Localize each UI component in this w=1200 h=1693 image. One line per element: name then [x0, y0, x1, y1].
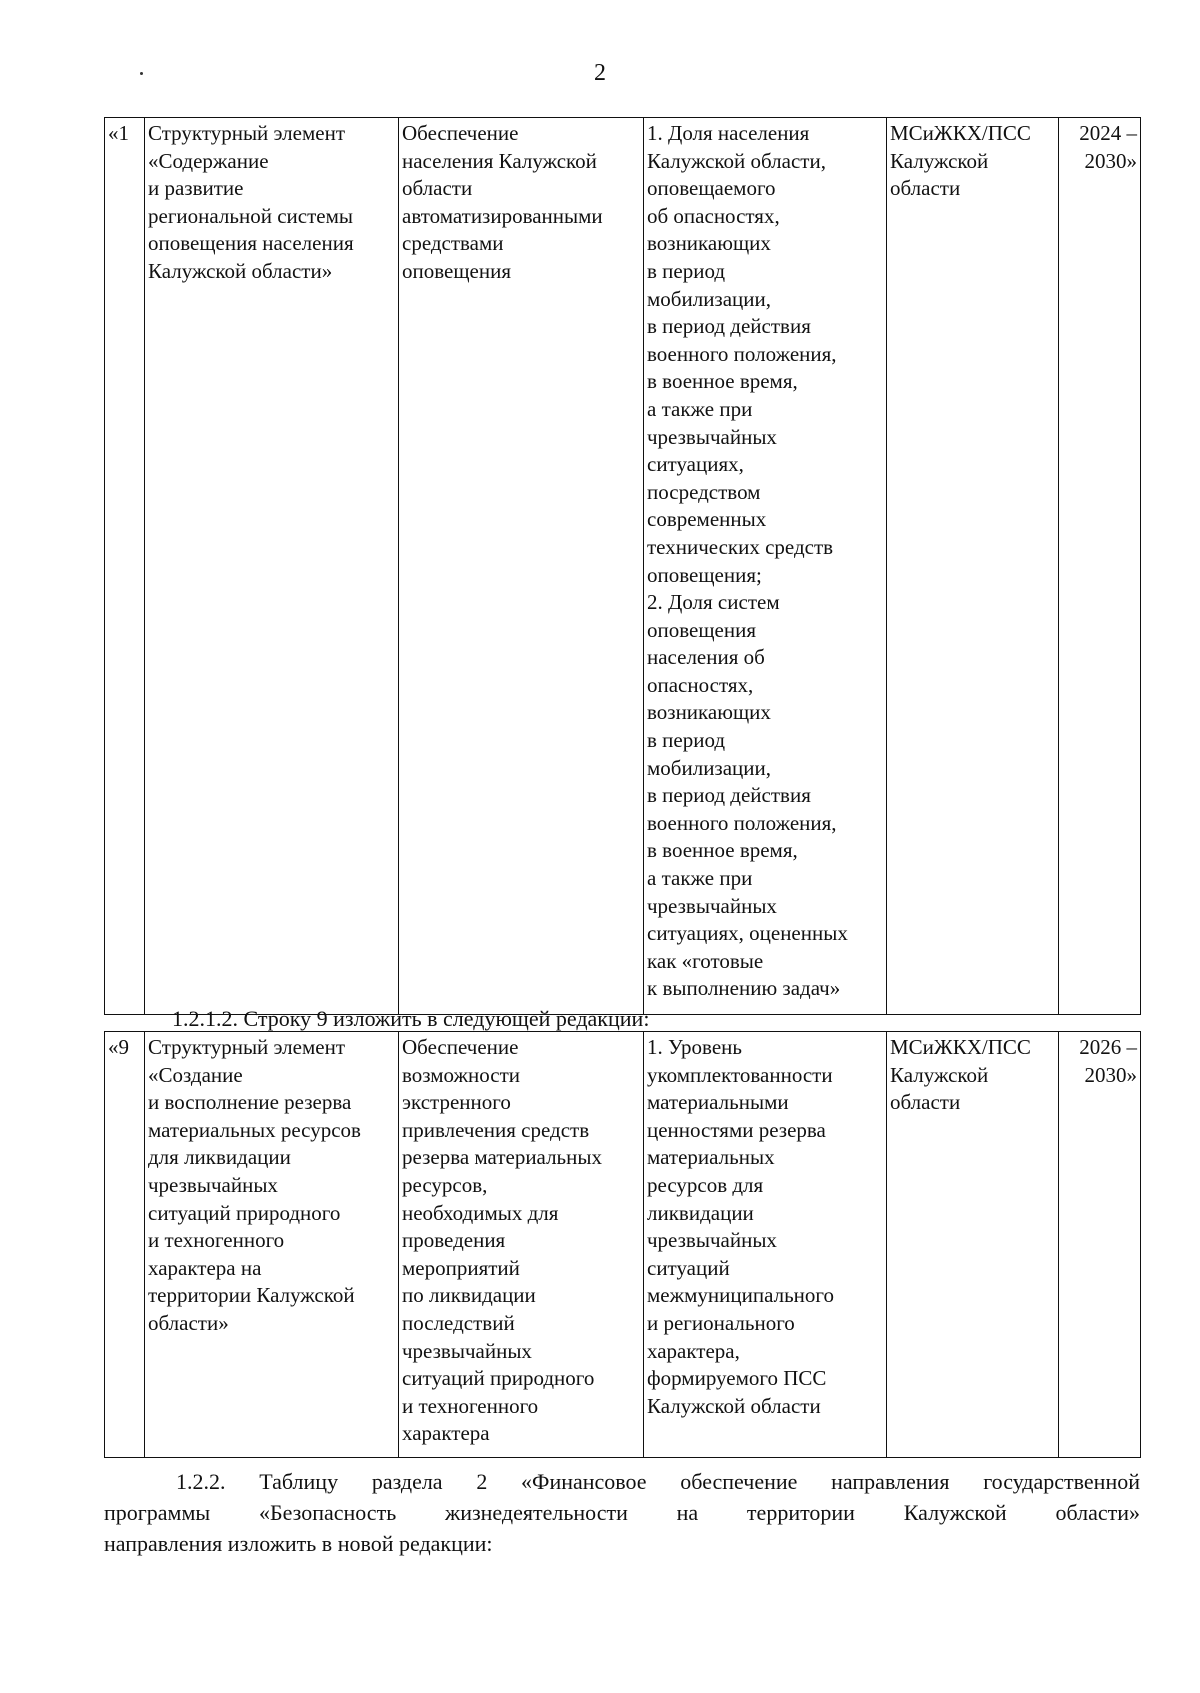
- cell-line: посредством: [647, 479, 761, 504]
- cell-responsible: [887, 1032, 1059, 1458]
- cell-line: ситуаций: [647, 1255, 730, 1280]
- cell-line: по ликвидации: [402, 1283, 536, 1308]
- cell-line: «Создание: [148, 1062, 243, 1087]
- table-row: [105, 1032, 1141, 1458]
- cell-structural-element: [145, 1032, 399, 1458]
- paragraph-1-2-2: [104, 1466, 1140, 1559]
- paragraph-line: направления изложить в новой редакции:: [104, 1531, 493, 1556]
- cell-line: мероприятий: [402, 1255, 520, 1280]
- cell-line: Структурный элемент: [148, 121, 346, 145]
- cell-line: привлечения средств: [402, 1117, 590, 1142]
- cell-line: области: [890, 176, 961, 201]
- scan-speck: [140, 72, 143, 75]
- cell-line: и восполнение резерва: [148, 1090, 352, 1115]
- cell-line: мобилизации,: [647, 755, 772, 780]
- cell-line: 2024 –: [1079, 121, 1137, 145]
- cell-line: межмуниципального: [647, 1283, 834, 1308]
- cell-line: в военное время,: [647, 369, 798, 394]
- cell-line: области»: [148, 1310, 229, 1335]
- cell-line: материальными: [647, 1090, 789, 1115]
- cell-line: чрезвычайных: [647, 424, 777, 449]
- instruction-row-9: 1.2.1.2. Строку 9 изложить в следующей редакции:: [172, 1006, 650, 1031]
- cell-structural-element: [145, 118, 399, 1015]
- cell-line: характера: [402, 1421, 490, 1446]
- cell-line: территории Калужской: [148, 1283, 355, 1308]
- cell-line: оповещения;: [647, 562, 762, 587]
- cell-line: Обеспечение: [402, 1035, 519, 1059]
- cell-line: материальных: [647, 1145, 775, 1170]
- cell-line: чрезвычайных: [647, 1228, 777, 1253]
- cell-line: 2026 –: [1079, 1035, 1137, 1059]
- cell-line: оповещаемого: [647, 176, 776, 201]
- cell-line: ситуаций природного: [402, 1366, 595, 1391]
- cell-line: Обеспечение: [402, 121, 519, 145]
- cell-line: формируемого ПСС: [647, 1366, 827, 1391]
- cell-line: «Содержание: [148, 148, 269, 173]
- paragraph-line: 1.2.2. Таблицу раздела 2 «Финансовое обеспечение направления государственной: [176, 1469, 1140, 1494]
- cell-task: [399, 1032, 644, 1458]
- cell-line: 2. Доля систем: [647, 590, 780, 615]
- cell-number: «1: [105, 118, 145, 1015]
- cell-line: оповещения населения: [148, 231, 354, 256]
- cell-line: Калужской области,: [647, 148, 826, 173]
- cell-line: ресурсов,: [402, 1172, 488, 1197]
- cell-line: чрезвычайных: [402, 1338, 532, 1363]
- cell-line: в период действия: [647, 783, 811, 808]
- cell-line: а также при: [647, 866, 753, 891]
- cell-line: как «готовые: [647, 948, 764, 973]
- cell-line: 1. Доля населения: [647, 121, 810, 145]
- table-row-1: [104, 117, 1141, 1015]
- cell-line: чрезвычайных: [148, 1172, 278, 1197]
- cell-line: ситуациях, оцененных: [647, 921, 848, 946]
- cell-line: населения об: [647, 645, 765, 670]
- page-number: 2: [594, 60, 606, 86]
- cell-task: [399, 118, 644, 1015]
- cell-line: МСиЖКХ/ПСС: [890, 1035, 1031, 1059]
- cell-line: к выполнению задач»: [647, 976, 841, 1001]
- cell-line: возникающих: [647, 700, 771, 725]
- cell-line: и техногенного: [148, 1228, 285, 1253]
- cell-line: МСиЖКХ/ПСС: [890, 121, 1031, 145]
- cell-line: об опасностях,: [647, 203, 780, 228]
- cell-line: оповещения: [402, 258, 511, 283]
- cell-line: опасностях,: [647, 672, 754, 697]
- cell-line: для ликвидации: [148, 1145, 291, 1170]
- cell-line: ликвидации: [647, 1200, 754, 1225]
- cell-line: характера на: [148, 1255, 262, 1280]
- cell-line: и развитие: [148, 176, 244, 201]
- cell-line: ресурсов для: [647, 1172, 764, 1197]
- cell-line: технических средств: [647, 534, 834, 559]
- cell-line: ситуаций природного: [148, 1200, 341, 1225]
- cell-line: возникающих: [647, 231, 771, 256]
- cell-line: автоматизированными: [402, 203, 603, 228]
- cell-line: ценностями резерва: [647, 1117, 826, 1142]
- cell-indicators: [644, 118, 887, 1015]
- cell-line: а также при: [647, 396, 753, 421]
- cell-line: проведения: [402, 1228, 506, 1253]
- cell-line: чрезвычайных: [647, 893, 777, 918]
- cell-line: современных: [647, 507, 767, 532]
- cell-line: характера,: [647, 1338, 740, 1363]
- cell-line: необходимых для: [402, 1200, 559, 1225]
- cell-period: [1059, 118, 1141, 1015]
- cell-line: области: [890, 1090, 961, 1115]
- cell-line: и техногенного: [402, 1393, 539, 1418]
- cell-line: военного положения,: [647, 341, 837, 366]
- cell-line: средствами: [402, 231, 504, 256]
- cell-line: оповещения: [647, 617, 756, 642]
- cell-line: 2030»: [1084, 148, 1137, 173]
- cell-line: и регионального: [647, 1310, 795, 1335]
- cell-line: Калужской области: [647, 1393, 821, 1418]
- cell-line: в период: [647, 258, 726, 283]
- cell-line: последствий: [402, 1310, 515, 1335]
- cell-line: 1. Уровень: [647, 1035, 742, 1059]
- cell-line: региональной системы: [148, 203, 353, 228]
- cell-responsible: [887, 118, 1059, 1015]
- table-row: [105, 118, 1141, 1015]
- cell-line: в период: [647, 728, 726, 753]
- cell-line: 2030»: [1084, 1062, 1137, 1087]
- cell-line: Калужской области»: [148, 258, 333, 283]
- cell-line: ситуациях,: [647, 452, 744, 477]
- cell-line: в военное время,: [647, 838, 798, 863]
- paragraph-line: программы «Безопасность жизнедеятельности на территории Калужской области»: [104, 1500, 1140, 1525]
- cell-line: мобилизации,: [647, 286, 772, 311]
- cell-line: Структурный элемент: [148, 1035, 346, 1059]
- cell-line: в период действия: [647, 314, 811, 339]
- cell-line: Калужской: [890, 1062, 989, 1087]
- cell-line: материальных ресурсов: [148, 1117, 361, 1142]
- cell-line: населения Калужской: [402, 148, 597, 173]
- cell-number: «9: [105, 1032, 145, 1458]
- cell-line: Калужской: [890, 148, 989, 173]
- cell-line: экстренного: [402, 1090, 511, 1115]
- cell-period: [1059, 1032, 1141, 1458]
- table-row-9: [104, 1031, 1141, 1458]
- cell-line: области: [402, 176, 473, 201]
- cell-line: возможности: [402, 1062, 521, 1087]
- cell-line: резерва материальных: [402, 1145, 602, 1170]
- cell-line: укомплектованности: [647, 1062, 833, 1087]
- cell-line: военного положения,: [647, 810, 837, 835]
- cell-indicators: [644, 1032, 887, 1458]
